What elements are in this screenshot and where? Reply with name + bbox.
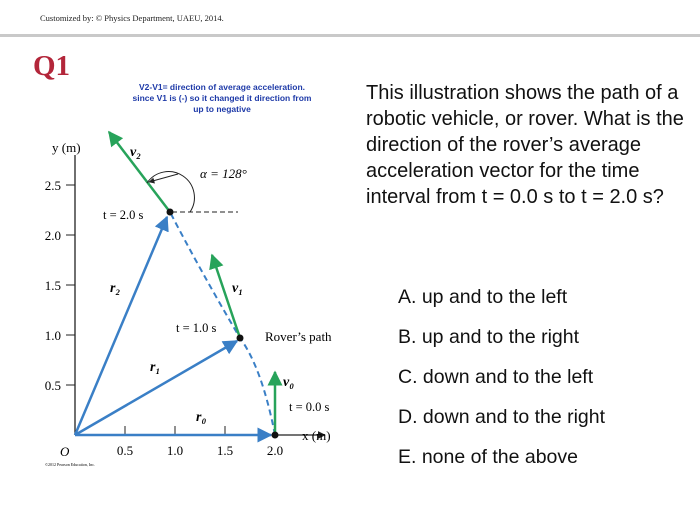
- y-tick-label: 2.5: [44, 178, 61, 193]
- y-tick-label: 0.5: [44, 378, 61, 393]
- velocity-vector-v2: [109, 132, 170, 212]
- rovers-path-label: Rover’s path: [265, 329, 332, 344]
- choice-a[interactable]: A. up and to the left: [398, 286, 568, 308]
- position-dot-t1: [237, 335, 244, 342]
- position-vector-r1: [75, 341, 237, 435]
- question-number: Q1: [33, 50, 71, 82]
- x-tick-label: 1.5: [216, 443, 234, 458]
- y-axis-label: y (m): [52, 140, 81, 155]
- v0-label: v₀: [283, 375, 295, 390]
- choice-c[interactable]: C. down and to the left: [398, 366, 594, 388]
- header-credit: Customized by: © Physics Department, UAEU, 2014.: [40, 13, 224, 23]
- position-dot-t2: [167, 209, 174, 216]
- time-label-t0: t = 0.0 s: [289, 400, 330, 414]
- x-tick-label: 1.0: [166, 443, 184, 458]
- y-tick-label: 1.5: [44, 278, 61, 293]
- angle-pointer: [149, 174, 178, 182]
- y-tick-label: 2.0: [44, 228, 61, 243]
- time-label-t2: t = 2.0 s: [103, 208, 144, 222]
- note-line: V2-V1= direction of average acceleration.: [138, 82, 306, 92]
- r1-label: r₁: [150, 360, 161, 375]
- y-tick-label: 1.0: [44, 328, 61, 343]
- position-dot-t0: [272, 432, 279, 439]
- time-label-t1: t = 1.0 s: [176, 321, 217, 335]
- copyright-label: ©2012 Pearson Education, Inc.: [45, 462, 96, 467]
- y-ticks: [66, 185, 75, 385]
- angle-label: α = 128°: [200, 166, 247, 181]
- v1-label: v₁: [232, 281, 244, 296]
- choice-d[interactable]: D. down and to the right: [398, 406, 606, 428]
- r2-label: r₂: [110, 281, 121, 296]
- note-line: since V1 is (-) so it changed it direction from: [132, 93, 312, 103]
- v2-label: v₂: [130, 145, 142, 160]
- position-vector-r2: [75, 217, 167, 435]
- x-tick-label: 2.0: [266, 443, 284, 458]
- question-text: This illustration shows the path of a robotic vehicle, or rover. What is the direction of the rover’s average acceleration vector for the time interval from t = 0.0 s to t = 2.0 s?: [366, 82, 684, 208]
- choice-b[interactable]: B. up and to the right: [398, 326, 580, 348]
- origin-label: O: [60, 444, 70, 459]
- r0-label: r₀: [196, 410, 207, 425]
- x-axis-label: x (m): [302, 428, 331, 443]
- x-ticks: [125, 426, 225, 435]
- choice-e[interactable]: E. none of the above: [398, 446, 578, 468]
- note-line: up to negative: [193, 104, 251, 114]
- x-tick-label: 0.5: [116, 443, 134, 458]
- answer-choices: [398, 284, 688, 484]
